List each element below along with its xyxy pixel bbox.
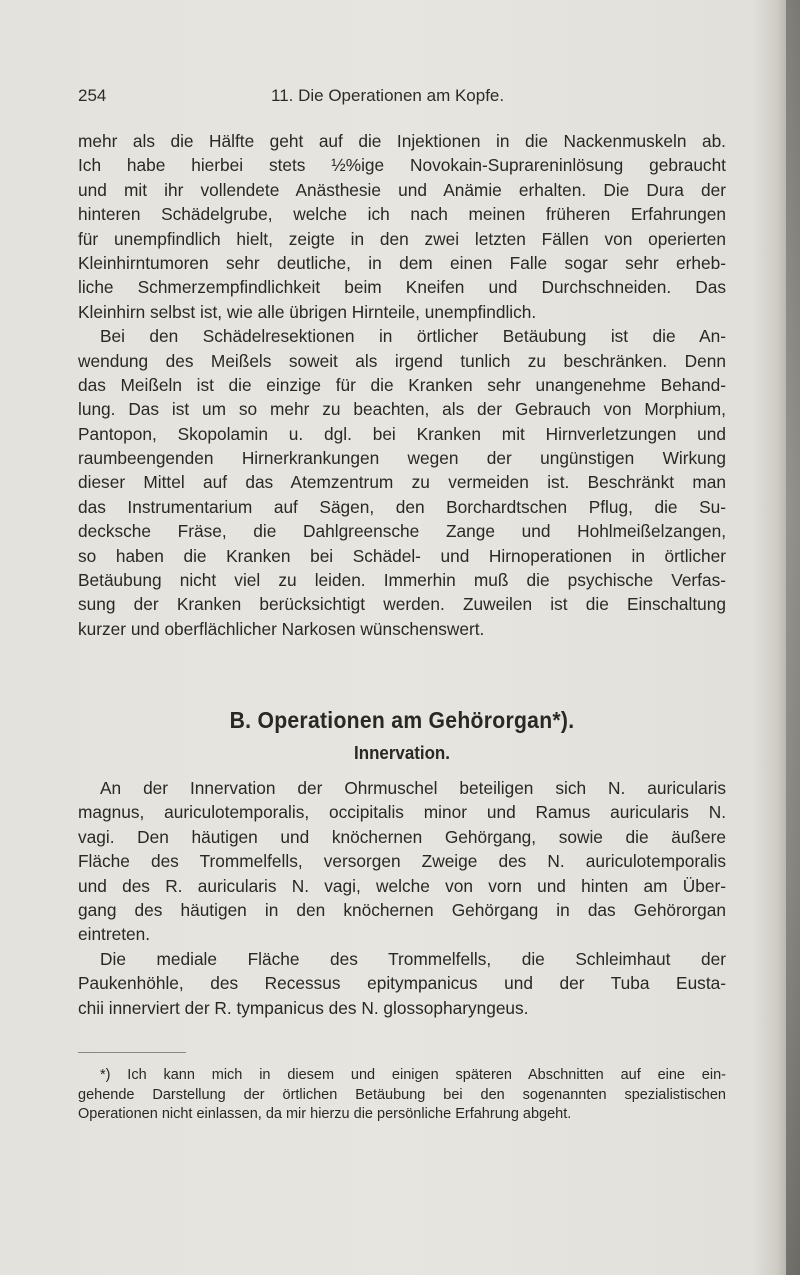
text-line: dieser Mittel auf das Atemzentrum zu vermeiden ist. Beschränkt man — [78, 472, 726, 493]
text-line: das Meißeln ist die einzige für die Kranken sehr unangenehme Behand- — [78, 374, 726, 395]
text-line: wendung des Meißels soweit als irgend tunlich zu beschränken. Denn — [78, 350, 726, 371]
text-line: raumbeengenden Hirnerkrankungen wegen der ungünstigen Wirkung — [78, 448, 726, 469]
text-line: vagi. Den häutigen und knöchernen Gehörgang, sowie die äußere — [78, 826, 726, 847]
section-a-body — [78, 129, 726, 641]
text-line: Pantopon, Skopolamin u. dgl. bei Kranken mit Hirnverletzungen und — [78, 423, 726, 444]
text-line: Kleinhirntumoren sehr deutliche, in dem einen Falle sogar sehr erheb- — [78, 252, 726, 273]
text-line: decksche Fräse, die Dahlgreensche Zange und Hohlmeißelzangen, — [78, 521, 726, 542]
section-subheading: Innervation. — [354, 743, 450, 763]
text-line: magnus, auriculotemporalis, occipitalis minor und Ramus auricularis N. — [78, 802, 726, 823]
section-b-body — [78, 776, 726, 1020]
text-line: Bei den Schädelresektionen in örtlicher Betäubung ist die An- — [100, 326, 726, 347]
text-line: kurzer und oberflächlicher Narkosen wünschenswert. — [78, 618, 485, 639]
text-line: chii innerviert der R. tympanicus des N. glossopharyngeus. — [78, 997, 529, 1018]
text-line: Fläche des Trommelfells, versorgen Zweige des N. auriculotemporalis — [78, 851, 726, 872]
text-line: Betäubung nicht viel zu leiden. Immerhin muß die psychische Verfas- — [78, 570, 726, 591]
text-line: eintreten. — [78, 924, 151, 945]
page-edge-shadow — [786, 0, 800, 1275]
text-line: liche Schmerzempfindlichkeit beim Kneifen und Durchschneiden. Das — [78, 277, 726, 298]
text-line: lung. Das ist um so mehr zu beachten, als der Gebrauch von Morphium, — [78, 399, 726, 420]
text-line: Die mediale Fläche des Trommelfells, die Schleimhaut der — [100, 948, 726, 969]
footnote-line: *) Ich kann mich in diesem und einigen späteren Abschnitten auf eine ein- — [100, 1067, 726, 1083]
footnote-line: gehende Darstellung der örtlichen Betäubung bei den sogenannten spezialistischen — [78, 1086, 726, 1103]
text-line: und des R. auricularis N. vagi, welche von vorn und hinten am Über- — [78, 875, 726, 896]
text-line: Paukenhöhle, des Recessus epitympanicus und der Tuba Eusta- — [78, 973, 726, 994]
text-line: Kleinhirn selbst ist, wie alle übrigen Hirnteile, unempfindlich. — [78, 301, 537, 322]
text-line: so haben die Kranken bei Schädel- und Hirnoperationen in örtlicher — [78, 545, 726, 566]
text-line: An der Innervation der Ohrmuschel beteiligen sich N. auricularis — [100, 778, 726, 798]
running-header — [78, 86, 726, 110]
footnote-line: Operationen nicht einlassen, da mir hierzu die persönliche Erfahrung abgeht. — [78, 1106, 572, 1122]
text-line: Ich habe hierbei stets ½%ige Novokain-Suprareninlösung gebraucht — [78, 155, 726, 176]
text-line: das Instrumentarium auf Sägen, den Borchardtschen Pflug, die Su- — [78, 496, 726, 517]
text-line: gang des häutigen in den knöchernen Gehörgang in das Gehörorgan — [78, 899, 726, 920]
page-number: 254 — [78, 86, 107, 105]
text-line: sung der Kranken berücksichtigt werden. Zuweilen ist die Einschaltung — [78, 594, 726, 615]
text-line: für unempfindlich hielt, zeigte in den zwei letzten Fällen von operierten — [78, 228, 726, 249]
footnote-rule — [78, 1052, 186, 1053]
section-heading: B. Operationen am Gehörorgan*). — [229, 707, 575, 733]
text-line: und mit ihr vollendete Anästhesie und Anämie erhalten. Die Dura der — [78, 179, 726, 200]
running-title: 11. Die Operationen am Kopfe. — [271, 86, 505, 105]
footnote — [78, 1066, 726, 1125]
text-line: hinteren Schädelgrube, welche ich nach meinen früheren Erfahrungen — [78, 204, 726, 225]
text-line: mehr als die Hälfte geht auf die Injektionen in die Nackenmuskeln ab. — [78, 131, 726, 151]
